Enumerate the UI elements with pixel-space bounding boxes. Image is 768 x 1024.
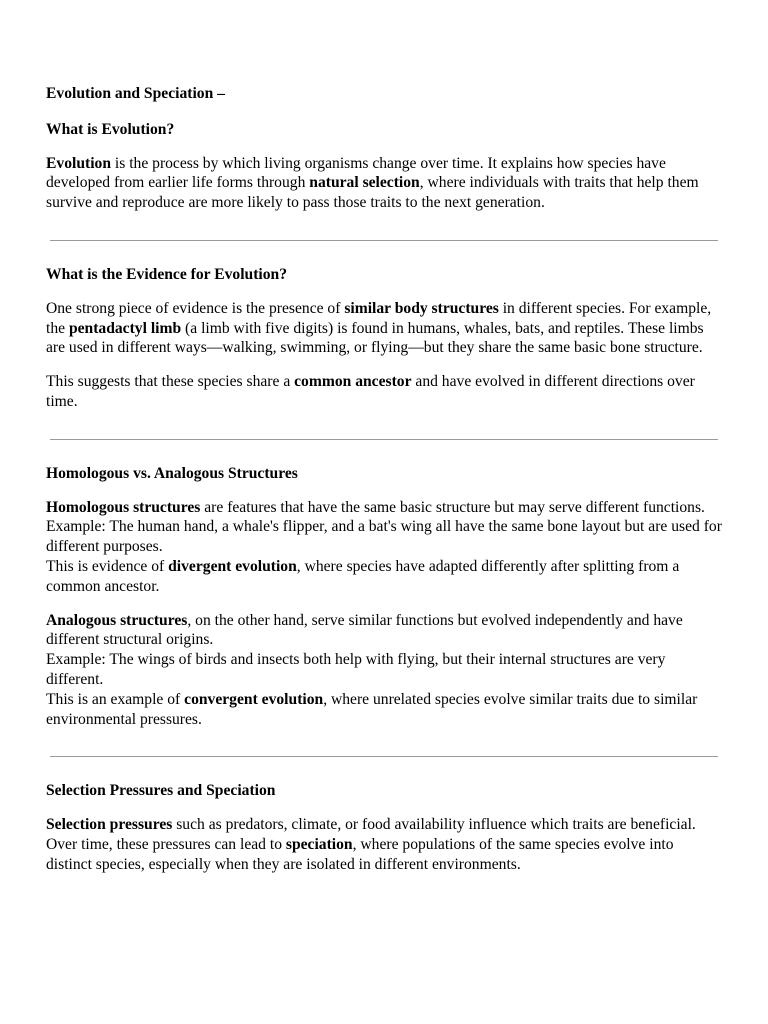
paragraph-common-ancestor xyxy=(46,372,722,412)
bold-term: natural selection xyxy=(309,174,420,192)
text-span: , where populations of the same species evolve into distinct species, especially when they are isolated in different environments. xyxy=(46,835,674,873)
text-span: This is evidence of xyxy=(46,557,169,575)
text-span: , on the other hand, serve similar functions but evolved independently and have different structural origins. xyxy=(46,611,683,649)
text-span: Example: The wings of birds and insects both help with flying, but their internal structures are very different. xyxy=(46,651,666,688)
paragraph-evolution-definition xyxy=(46,154,722,213)
text-span: , where unrelated species evolve similar traits due to similar environmental pressures. xyxy=(46,690,698,728)
bold-term: convergent evolution xyxy=(184,690,324,708)
bold-term: Analogous structures xyxy=(46,611,188,629)
text-span: One strong piece of evidence is the presence of xyxy=(46,299,345,317)
paragraph-similar-structures xyxy=(46,299,722,358)
section-heading-evidence: What is the Evidence for Evolution? xyxy=(46,265,287,283)
paragraph-homologous-structures xyxy=(46,498,722,597)
text-span: are features that have the same basic structure but may serve different functions. xyxy=(200,498,705,516)
text-span: (a limb with five digits) is found in humans, whales, bats, and reptiles. These limbs are used in different ways—walking, swimming, or flying—but they share the same basic bone structure. xyxy=(46,319,704,357)
text-span: and have evolved in different directions over time. xyxy=(46,373,695,410)
bold-term: Evolution xyxy=(46,154,111,172)
section-heading-selection-pressures: Selection Pressures and Speciation xyxy=(46,782,276,800)
text-span: , where individuals with traits that help them survive and reproduce are more likely to pass those traits to the next generation. xyxy=(46,174,699,212)
text-span: Example: The human hand, a whale's flipper, and a bat's wing all have the same bone layout but are used for different purposes. xyxy=(46,518,722,556)
text-span: such as predators, climate, or food availability influence which traits are beneficial. Over time, these pressures can lead to xyxy=(46,816,696,853)
bold-term: pentadactyl limb xyxy=(68,319,182,337)
bold-term: divergent evolution xyxy=(168,557,297,575)
bold-term: Homologous structures xyxy=(46,498,201,516)
paragraph-analogous-structures xyxy=(46,611,722,730)
bold-term: similar body structures xyxy=(344,299,499,317)
text-span: is the process by which living organisms change over time. It explains how species have developed from earlier life forms through xyxy=(46,154,666,192)
text-span: , where species have adapted differently after splitting from a common ancestor. xyxy=(46,557,680,595)
document-page xyxy=(46,84,722,875)
bold-term: speciation xyxy=(285,835,353,853)
text-span: This suggests that these species share a xyxy=(46,373,295,391)
document-title: Evolution and Speciation – xyxy=(46,85,225,102)
bold-term: Selection pressures xyxy=(46,816,173,834)
section-heading-what-is-evolution: What is Evolution? xyxy=(46,120,175,138)
paragraph-selection-pressures xyxy=(46,815,722,874)
section-heading-homologous-analogous: Homologous vs. Analogous Structures xyxy=(46,464,298,482)
text-span: This is an example of xyxy=(46,690,185,708)
bold-term: common ancestor xyxy=(294,373,412,391)
text-span: in different species. For example, the xyxy=(46,299,712,337)
